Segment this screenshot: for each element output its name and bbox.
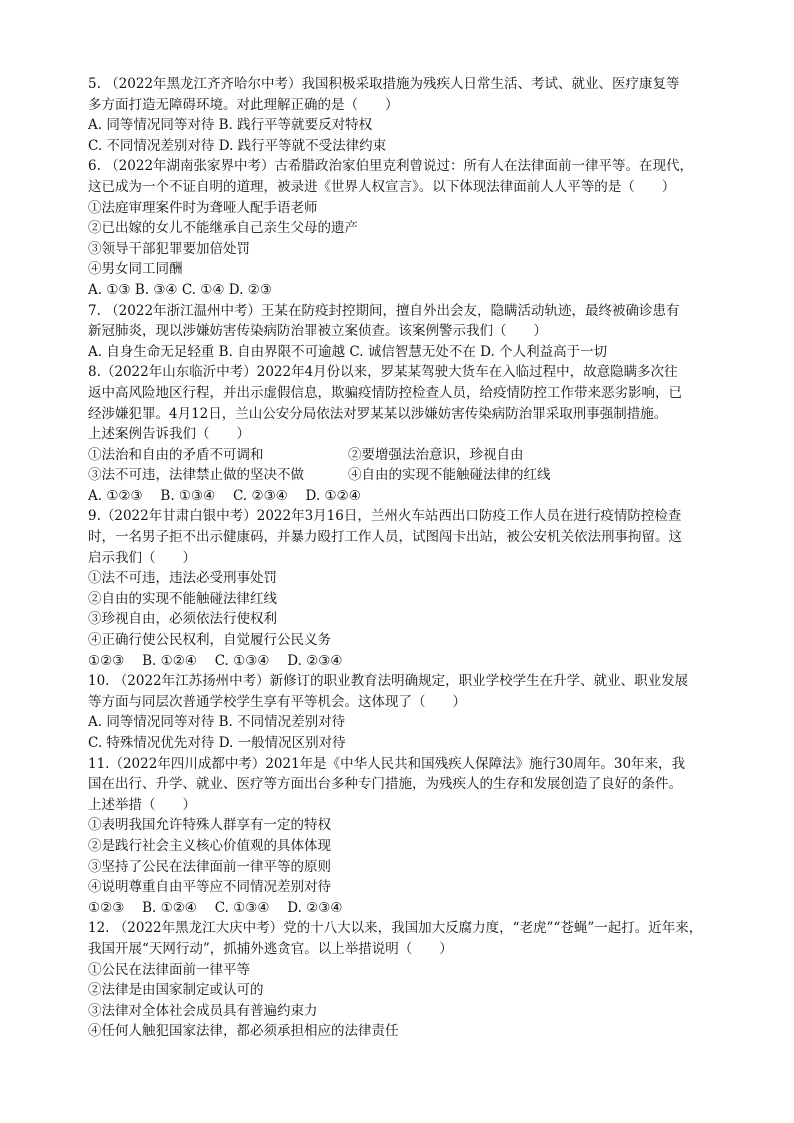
text-line: 国在出行、升学、就业、医疗等方面出台多种专门措施，为残疾人的生存和发展创造了良好的条件。 bbox=[88, 776, 682, 793]
option-item: ④自由的实现不能触碰法律的红线 bbox=[348, 467, 551, 484]
q8-options-row-2 bbox=[88, 465, 734, 486]
text-line: 7. （2022年浙江温州中考）王某在防疫封控期间，擅自外出会友，隐瞒活动轨迹，最终被确诊患有 bbox=[88, 302, 680, 319]
text-line: ③领导干部犯罪要加倍处罚 bbox=[88, 240, 250, 257]
text-line: ③珍视自由，必须依法行使权利 bbox=[88, 611, 277, 628]
text-line: ③法律对全体社会成员具有普遍约束力 bbox=[88, 1002, 318, 1019]
text-line: ④正确行使公民权利，自觉履行公民义务 bbox=[88, 632, 331, 649]
text-line: ②法律是由国家制定或认可的 bbox=[88, 982, 264, 999]
q8-options-row-1 bbox=[88, 445, 734, 466]
text-line: ④任何人触犯国家法律，都必须承担相应的法律责任 bbox=[88, 1023, 399, 1040]
text-line: ①法不可违，违法必受刑事处罚 bbox=[88, 570, 277, 587]
text-line: 返中高风险地区行程，并出示虚假信息，欺骗疫情防控检查人员，给疫情防控工作带来恶劣影响，已 bbox=[88, 384, 682, 401]
text-line: A. 同等情况同等对待 B. 践行平等就要反对特权 bbox=[88, 117, 373, 134]
text-line: ①表明我国允许特殊人群享有一定的特权 bbox=[88, 817, 331, 834]
text-line: 我国开展“天网行动”，抓捕外逃贪官。以上举措说明（ ） bbox=[88, 940, 453, 957]
text-line: ①公民在法律面前一律平等 bbox=[88, 961, 250, 978]
text-line: ②自由的实现不能触碰法律红线 bbox=[88, 590, 277, 607]
text-line: 6. （2022年湖南张家界中考）古希腊政治家伯里克利曾说过：所有人在法律面前一律平等。在现代， bbox=[88, 158, 694, 175]
option-item: ①法治和自由的矛盾不可调和 bbox=[88, 446, 264, 463]
text-line: A. ①③ B. ③④ C. ①④ D. ②③ bbox=[88, 281, 272, 298]
text-line: ④男女同工同酬 bbox=[88, 261, 183, 278]
text-line: 9.（2022年甘肃白银中考）2022年3月16日，兰州火车站西出口防疫工作人员在进行疫情防控检查 bbox=[88, 508, 682, 525]
text-line: ①②③ B. ①②④ C. ①③④ D. ②③④ bbox=[88, 899, 343, 916]
option-item: ②要增强法治意识，珍视自由 bbox=[348, 446, 524, 463]
text-line: 启示我们（ ） bbox=[88, 549, 196, 566]
text-line: ①②③ B. ①②④ C. ①③④ D. ②③④ bbox=[88, 652, 343, 669]
text-line: C. 特殊情况优先对待 D. 一般情况区别对待 bbox=[88, 735, 346, 751]
question-block-2 bbox=[88, 486, 734, 1042]
option-item: ③法不可违，法律禁止做的坚决不做 bbox=[88, 467, 304, 484]
text-line: ③坚持了公民在法律面前一律平等的原则 bbox=[88, 858, 331, 875]
text-line: 多方面打造无障碍环境。对此理解正确的是（ ） bbox=[88, 96, 399, 113]
text-line: C. 不同情况差别对待 D. 践行平等就不受法律约束 bbox=[88, 137, 387, 154]
text-line: ①法庭审理案件时为聋哑人配手语老师 bbox=[88, 199, 318, 216]
text-line: A. 自身生命无足轻重 B. 自由界限不可逾越 C. 诚信智慧无处不在 D. 个人利益高于一切 bbox=[88, 343, 608, 360]
text-line: 时，一名男子拒不出示健康码，并暴力殴打工作人员，试图闯卡出站，被公安机关依法刑事拘留。这 bbox=[88, 529, 682, 546]
text-line: 新冠肺炎，现以涉嫌妨害传染病防治罪被立案侦查。该案例警示我们（ ） bbox=[88, 323, 547, 340]
text-line: 10. （2022年江苏扬州中考）新修订的职业教育法明确规定，职业学校学生在升学、就业、职业发展 bbox=[88, 673, 689, 690]
text-line: 上述案例告诉我们（ ） bbox=[88, 426, 250, 443]
text-line: 11.（2022年四川成都中考）2021年是《中华人民共和国残疾人保障法》施行30周年。30年来，我 bbox=[88, 755, 686, 772]
text-line: A. ①②③ B. ①③④ C. ②③④ D. ①②④ bbox=[88, 487, 361, 504]
text-line: ④说明尊重自由平等应不同情况差别对待 bbox=[88, 879, 331, 896]
text-line: 上述举措（ ） bbox=[88, 796, 196, 813]
text-line: 5. （2022年黑龙江齐齐哈尔中考）我国积极采取措施为残疾人日常生活、考试、就业、医疗康复等 bbox=[88, 76, 680, 92]
text-line: ②是践行社会主义核心价值观的具体体现 bbox=[88, 837, 331, 854]
text-line: 8.（2022年山东临沂中考）2022年4月份以来，罗某某驾驶大货车在入临过程中，故意隐瞒多次往 bbox=[88, 364, 678, 381]
text-line: 12. （2022年黑龙江大庆中考）党的十八大以来，我国加大反腐力度，“老虎”“苍蝇”一起打。近年来， bbox=[88, 920, 703, 937]
text-line: ②已出嫁的女儿不能继承自己亲生父母的遗产 bbox=[88, 220, 358, 237]
question-block-1 bbox=[88, 74, 734, 445]
text-line: 经涉嫌犯罪。4月12日，兰山公安分局依法对罗某某以涉嫌妨害传染病防治罪采取刑事强制措施。 bbox=[88, 405, 668, 422]
text-line: 等方面与同层次普通学校学生享有平等机会。这体现了（ ） bbox=[88, 693, 466, 710]
text-line: A. 同等情况同等对待 B. 不同情况差别对待 bbox=[88, 714, 346, 731]
text-line: 这已成为一个不证自明的道理，被录进《世界人权宣言》。以下体现法律面前人人平等的是（ ） bbox=[88, 178, 676, 195]
